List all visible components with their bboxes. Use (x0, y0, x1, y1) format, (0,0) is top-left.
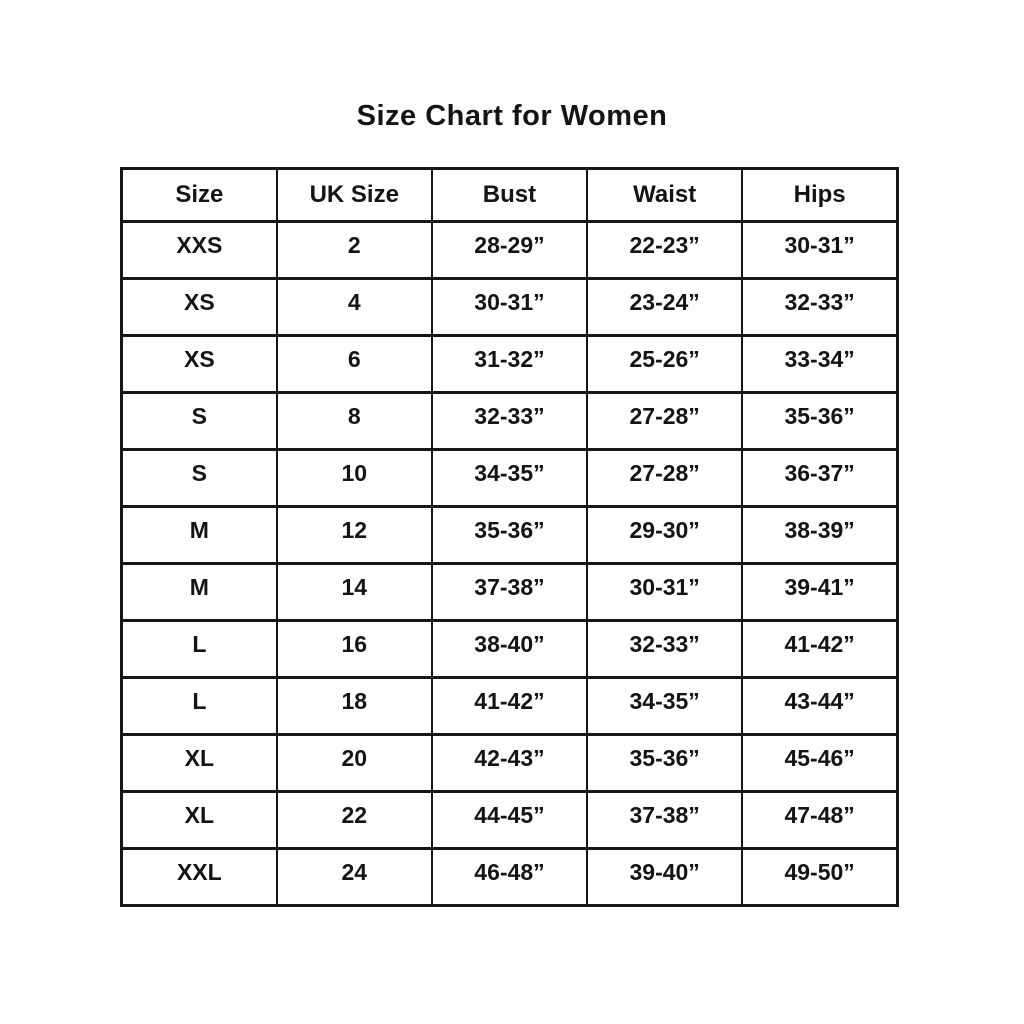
header-bust: Bust (432, 169, 587, 222)
cell-bust: 32-33” (432, 393, 587, 450)
table-row (122, 279, 898, 336)
table-row (122, 222, 898, 279)
cell-uk-size: 22 (277, 792, 432, 849)
cell-bust: 37-38” (432, 564, 587, 621)
table-row (122, 735, 898, 792)
cell-hips: 32-33” (742, 279, 897, 336)
table-row (122, 849, 898, 906)
header-waist: Waist (587, 169, 742, 222)
cell-uk-size: 16 (277, 621, 432, 678)
table-row (122, 564, 898, 621)
table-row (122, 393, 898, 450)
cell-size: XL (122, 735, 277, 792)
cell-bust: 28-29” (432, 222, 587, 279)
cell-hips: 49-50” (742, 849, 897, 906)
cell-waist: 35-36” (587, 735, 742, 792)
cell-size: L (122, 678, 277, 735)
cell-uk-size: 6 (277, 336, 432, 393)
cell-uk-size: 14 (277, 564, 432, 621)
cell-bust: 34-35” (432, 450, 587, 507)
cell-waist: 27-28” (587, 450, 742, 507)
table-body (122, 222, 898, 906)
table-row (122, 621, 898, 678)
cell-size: XL (122, 792, 277, 849)
cell-waist: 29-30” (587, 507, 742, 564)
cell-bust: 44-45” (432, 792, 587, 849)
cell-uk-size: 2 (277, 222, 432, 279)
page-title: Size Chart for Women (356, 100, 668, 132)
cell-hips: 45-46” (742, 735, 897, 792)
cell-waist: 34-35” (587, 678, 742, 735)
cell-waist: 32-33” (587, 621, 742, 678)
cell-uk-size: 12 (277, 507, 432, 564)
cell-size: XS (122, 279, 277, 336)
cell-size: XS (122, 336, 277, 393)
cell-waist: 30-31” (587, 564, 742, 621)
cell-size: M (122, 507, 277, 564)
table-row (122, 678, 898, 735)
size-chart-table (120, 167, 899, 907)
cell-bust: 42-43” (432, 735, 587, 792)
cell-hips: 35-36” (742, 393, 897, 450)
cell-uk-size: 20 (277, 735, 432, 792)
cell-size: S (122, 450, 277, 507)
header-row (122, 169, 898, 222)
table-row (122, 336, 898, 393)
cell-uk-size: 18 (277, 678, 432, 735)
table-row (122, 792, 898, 849)
cell-hips: 43-44” (742, 678, 897, 735)
cell-bust: 38-40” (432, 621, 587, 678)
cell-hips: 39-41” (742, 564, 897, 621)
cell-hips: 47-48” (742, 792, 897, 849)
header-uk-size: UK Size (277, 169, 432, 222)
cell-waist: 22-23” (587, 222, 742, 279)
table-row (122, 450, 898, 507)
cell-size: XXS (122, 222, 277, 279)
header-hips: Hips (742, 169, 897, 222)
cell-bust: 41-42” (432, 678, 587, 735)
cell-waist: 23-24” (587, 279, 742, 336)
cell-waist: 25-26” (587, 336, 742, 393)
cell-bust: 31-32” (432, 336, 587, 393)
cell-waist: 27-28” (587, 393, 742, 450)
cell-hips: 36-37” (742, 450, 897, 507)
cell-hips: 38-39” (742, 507, 897, 564)
cell-uk-size: 24 (277, 849, 432, 906)
cell-bust: 30-31” (432, 279, 587, 336)
cell-bust: 35-36” (432, 507, 587, 564)
cell-uk-size: 4 (277, 279, 432, 336)
cell-size: S (122, 393, 277, 450)
cell-waist: 39-40” (587, 849, 742, 906)
cell-size: M (122, 564, 277, 621)
cell-size: L (122, 621, 277, 678)
cell-bust: 46-48” (432, 849, 587, 906)
cell-hips: 30-31” (742, 222, 897, 279)
header-size: Size (122, 169, 277, 222)
cell-waist: 37-38” (587, 792, 742, 849)
cell-hips: 33-34” (742, 336, 897, 393)
cell-size: XXL (122, 849, 277, 906)
cell-uk-size: 10 (277, 450, 432, 507)
table-header (122, 169, 898, 222)
table-row (122, 507, 898, 564)
cell-uk-size: 8 (277, 393, 432, 450)
cell-hips: 41-42” (742, 621, 897, 678)
